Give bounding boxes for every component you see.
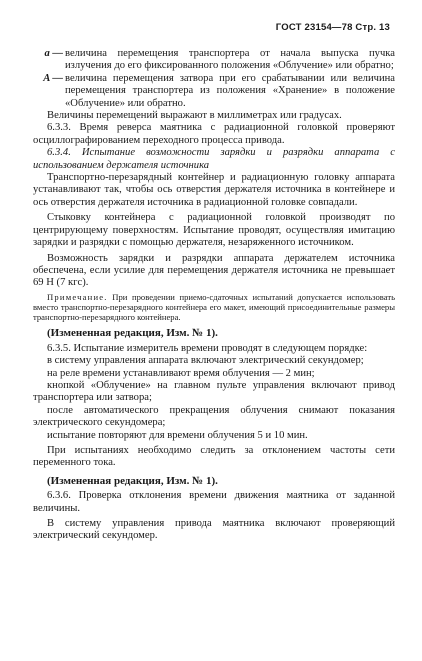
- step-1: в систему управления аппарата включают электрический секундомер;: [47, 355, 364, 367]
- paragraph-possibility: Возможность зарядки и разрядки аппарата держателем источника обеспечена, если усилие для перемещения держателя источника не превышает 69 Н (7 кгс).: [33, 252, 395, 289]
- note: [33, 292, 395, 323]
- paragraph-container: Транспортно-перезарядный контейнер и радиационную головку аппарата устанавливают так, чтобы ось отверстия держателя источника в контейнере и ось отверстия держателя источника в радиационной головке совпадали.: [33, 172, 395, 208]
- paragraph-6-3-5: 6.3.5. Испытание измеритель времени проводят в следующем порядке:: [47, 342, 368, 354]
- note-text: При проведении приемо-сдаточных испытаний допускается использовать вместо транспортно-перезарядного контейнера его макет, имеющий присоединительные размеры транспортно-перезарядного контейнера.: [33, 291, 395, 323]
- paragraph-frequency: При испытаниях необходимо следить за отклонением частоты сети переменного тока.: [33, 444, 395, 469]
- paragraph-6-3-4-heading: 6.3.4. Испытание возможности зарядки и разрядки аппарата с использованием держателя источника: [33, 147, 395, 171]
- revision-note-1: (Измененная редакция, Изм. № 1).: [47, 327, 218, 340]
- paragraph-6-3-6: 6.3.6. Проверка отклонения времени движения маятника от заданной величины.: [33, 490, 395, 514]
- paragraph-last: В систему управления привода маятника включают проверяющий электрический секундомер.: [33, 518, 395, 542]
- note-lead: Примечание.: [47, 291, 108, 302]
- definition-text: величина перемещения затвора при его срабатывании или величина перемещения транспортера из положения «Хранение» в положение «Облучение» или обратно.: [65, 72, 395, 109]
- step-3: кнопкой «Облучение» на главном пульте управления включают привод транспортера или затвора;: [33, 379, 395, 404]
- definition-text: величина перемещения транспортера от начала выпуска пучка излучения до его фиксированного положения «Облучение» или обратно;: [65, 48, 395, 72]
- step-4: после автоматического прекращения облучения снимают показания электрического секундомера;: [33, 404, 395, 429]
- document-body: [33, 48, 395, 543]
- paragraph-units: Величины перемещений выражают в миллиметрах или градусах.: [47, 110, 342, 122]
- paragraph-docking: Стыковку контейнера с радиационной головкой производят по центрирующему поверхностям. Испытание проводят, осуществляя имитацию зарядки и разрядки с помощью держателя, незаряженного источником.: [33, 212, 395, 249]
- step-2: на реле времени устанавливают время облучения — 2 мин;: [47, 367, 315, 379]
- definition-symbol: A —: [43, 72, 63, 84]
- step-5: испытание повторяют для времени облучения 5 и 10 мин.: [47, 429, 308, 441]
- definition-symbol: a —: [44, 48, 63, 59]
- paragraph-6-3-3: 6.3.3. Время реверса маятника с радиационной головкой проверяют осциллографированием переходного процесса привода.: [33, 122, 395, 146]
- page-header: ГОСТ 23154—78 Стр. 13: [275, 22, 390, 33]
- revision-note-2: (Измененная редакция, Изм. № 1).: [47, 474, 218, 487]
- definition-A: [33, 73, 395, 110]
- definition-a: [33, 48, 395, 73]
